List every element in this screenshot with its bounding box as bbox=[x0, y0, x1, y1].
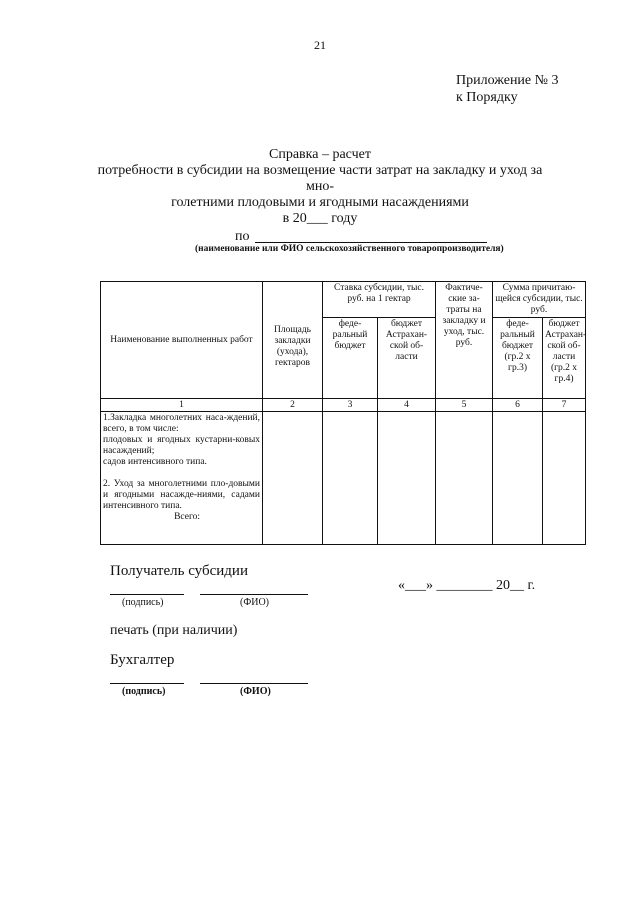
cell-sum-regional[interactable] bbox=[543, 412, 586, 545]
header-actual-costs: Фактиче-ские за-траты на закладку и уход, тыс. руб. bbox=[436, 282, 493, 399]
header-sum-regional: бюджет Астрахан-ской об-ласти (гр.2 x гр.4) bbox=[543, 318, 586, 399]
item-1b: садов интенсивного типа. bbox=[103, 457, 207, 467]
header-row-1 bbox=[101, 282, 586, 318]
title-line-3: голетними плодовыми и ягодными насаждениями bbox=[171, 195, 469, 210]
recipient-label: Получатель субсидии bbox=[110, 563, 248, 579]
cell-actual-costs[interactable] bbox=[436, 412, 493, 545]
accountant-signature-line[interactable] bbox=[110, 683, 184, 684]
document-title bbox=[90, 147, 550, 227]
header-rate-regional: бюджет Астрахан-ской об-ласти bbox=[378, 318, 436, 399]
col-num-1: 1 bbox=[101, 399, 263, 412]
recipient-fio-line[interactable] bbox=[200, 594, 308, 595]
date-line[interactable]: «___» ________ 20__ г. bbox=[398, 578, 536, 593]
work-items-cell bbox=[101, 412, 263, 545]
title-line-4: в 20___ году bbox=[282, 211, 358, 226]
appendix-line-2: к Порядку bbox=[456, 90, 518, 105]
recipient-caption: (наименование или ФИО сельскохозяйственного товаропроизводителя) bbox=[195, 244, 504, 254]
col-num-4: 4 bbox=[378, 399, 436, 412]
title-line-1: Справка – расчет bbox=[269, 147, 371, 162]
col-num-7: 7 bbox=[543, 399, 586, 412]
total-label: Всего: bbox=[174, 512, 200, 522]
cell-sum-federal[interactable] bbox=[493, 412, 543, 545]
header-area: Площадь закладки (ухода), гектаров bbox=[263, 282, 323, 399]
recipient-signature-line[interactable] bbox=[110, 594, 184, 595]
header-rate-group: Ставка субсидии, тыс. руб. на 1 гектар bbox=[323, 282, 436, 318]
page-number: 21 bbox=[314, 38, 326, 52]
accountant-fio-line[interactable] bbox=[200, 683, 308, 684]
accountant-signature-caption: (подпись) bbox=[122, 686, 166, 697]
item-1: 1.Закладка многолетних наса-ждений, всего, в том числе: bbox=[103, 413, 260, 434]
appendix-reference bbox=[456, 72, 559, 106]
stamp-note: печать (при наличии) bbox=[110, 623, 238, 638]
col-num-3: 3 bbox=[323, 399, 378, 412]
cell-rate-regional[interactable] bbox=[378, 412, 436, 545]
column-numbers-row bbox=[101, 399, 586, 412]
item-2: 2. Уход за многолетними пло-довыми и ягодными насажде-ниями, садами интенсивного типа. bbox=[103, 479, 260, 511]
calculation-table bbox=[100, 281, 586, 545]
recipient-name-field[interactable] bbox=[255, 242, 487, 243]
accountant-label: Бухгалтер bbox=[110, 652, 175, 668]
cell-area[interactable] bbox=[263, 412, 323, 545]
body-row bbox=[101, 412, 586, 545]
recipient-prefix: по bbox=[235, 229, 250, 244]
cell-rate-federal[interactable] bbox=[323, 412, 378, 545]
recipient-fio-caption: (ФИО) bbox=[240, 597, 270, 608]
col-num-2: 2 bbox=[263, 399, 323, 412]
recipient-signature-caption: (подпись) bbox=[122, 597, 164, 608]
accountant-fio-caption: (ФИО) bbox=[240, 686, 271, 697]
header-sum-federal: феде-ральный бюджет (гр.2 x гр.3) bbox=[493, 318, 543, 399]
header-sum-group: Сумма причитаю-щейся субсидии, тыс. руб. bbox=[493, 282, 586, 318]
header-work-name: Наименование выполненных работ bbox=[101, 282, 263, 399]
col-num-5: 5 bbox=[436, 399, 493, 412]
item-1a: плодовых и ягодных кустарни-ковых насаждений; bbox=[103, 435, 260, 456]
title-line-2: потребности в субсидии на возмещение части затрат на закладку и уход за мно- bbox=[97, 163, 543, 194]
header-rate-federal: феде-ральный бюджет bbox=[323, 318, 378, 399]
col-num-6: 6 bbox=[493, 399, 543, 412]
appendix-line-1: Приложение № 3 bbox=[456, 73, 559, 88]
